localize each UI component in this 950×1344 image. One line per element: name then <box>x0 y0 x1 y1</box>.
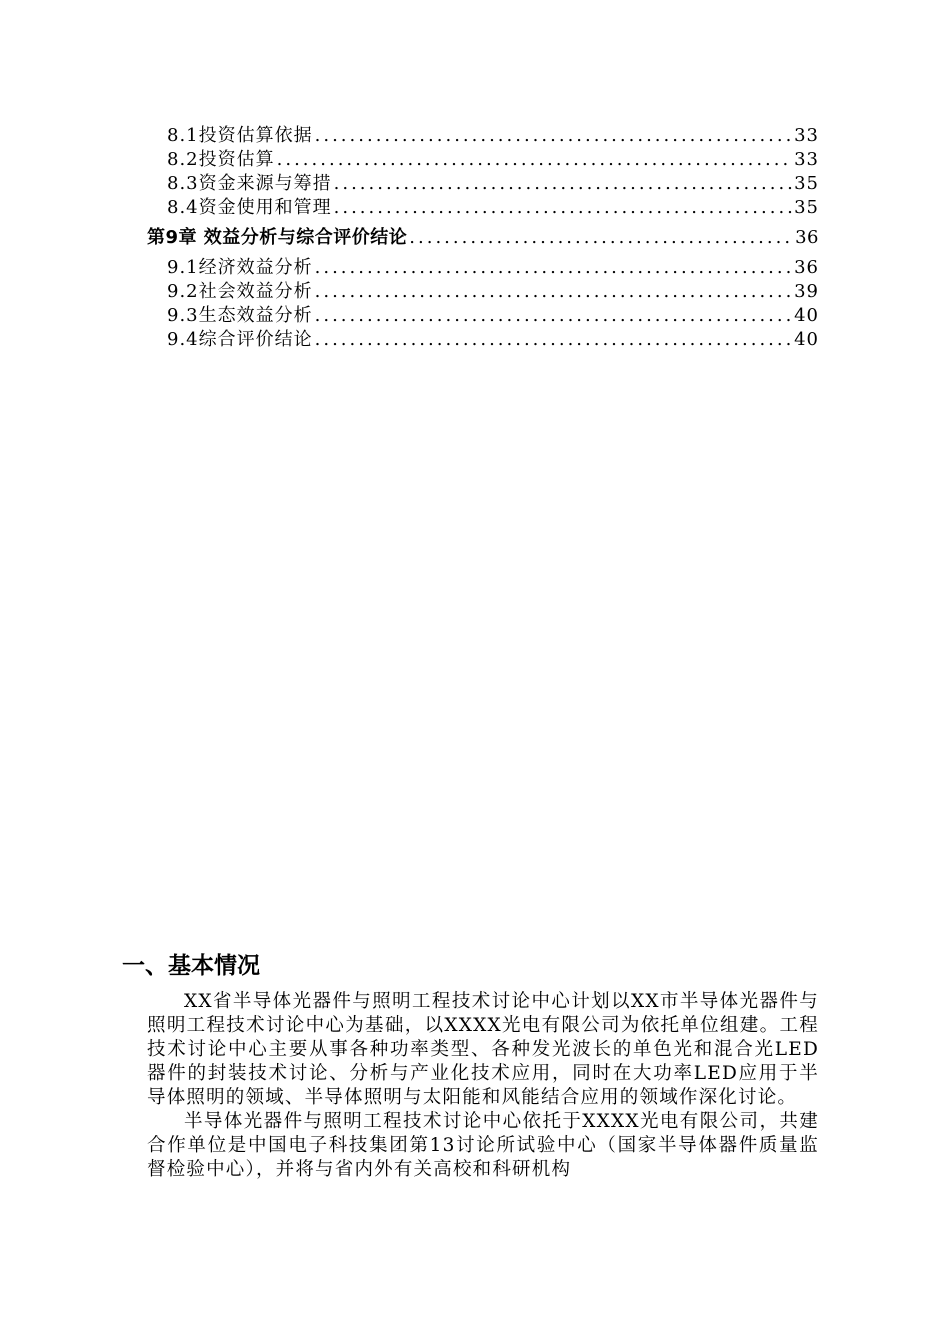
toc-leader-dots <box>334 196 792 220</box>
toc-entry-label: 9.1经济效益分析 <box>167 257 313 278</box>
toc-entry-8-1[interactable] <box>147 124 819 148</box>
toc-entry-9-4[interactable] <box>147 328 819 352</box>
toc-page-number: 36 <box>794 257 819 278</box>
section-heading: 一、基本情况 <box>122 953 260 979</box>
toc-leader-dots <box>315 280 792 304</box>
toc-leader-dots <box>334 172 792 196</box>
toc-entry-9-1[interactable] <box>147 256 819 280</box>
toc-entry-label: 9.4综合评价结论 <box>167 329 313 350</box>
toc-entry-label: 8.4资金使用和管理 <box>167 197 332 218</box>
toc-chapter-label: 第9章 效益分析与综合评价结论 <box>147 227 408 248</box>
toc-leader-dots <box>315 304 792 328</box>
toc-page-number: 33 <box>794 149 819 170</box>
toc-entry-8-4[interactable] <box>147 196 819 220</box>
toc-entry-9-2[interactable] <box>147 280 819 304</box>
toc-page-number: 40 <box>794 305 819 326</box>
toc-leader-dots <box>277 148 792 172</box>
table-of-contents <box>147 124 819 352</box>
toc-entry-9-3[interactable] <box>147 304 819 328</box>
section-body <box>147 990 819 1182</box>
toc-leader-dots <box>315 124 792 148</box>
toc-page-number: 33 <box>794 125 819 146</box>
toc-leader-dots <box>315 256 792 280</box>
toc-page-number: 40 <box>794 329 819 350</box>
toc-leader-dots <box>315 328 792 352</box>
toc-page-number: 39 <box>794 281 819 302</box>
body-paragraph: 半导体光器件与照明工程技术讨论中心依托于XXXX光电有限公司，共建合作单位是中国电子科技集团第13讨论所试验中心（国家半导体器件质量监督检验中心），并将与省内外有关高校和科研机构 <box>147 1111 819 1180</box>
toc-entry-label: 9.3生态效益分析 <box>167 305 313 326</box>
toc-page-number: 35 <box>794 173 819 194</box>
toc-entry-label: 8.2投资估算 <box>167 149 275 170</box>
toc-entry-label: 8.3资金来源与筹措 <box>167 173 332 194</box>
toc-leader-dots <box>409 226 793 250</box>
toc-entry-8-3[interactable] <box>147 172 819 196</box>
toc-entry-8-2[interactable] <box>147 148 819 172</box>
toc-entry-label: 8.1投资估算依据 <box>167 125 313 146</box>
toc-chapter-9[interactable] <box>147 226 819 250</box>
toc-page-number: 35 <box>794 197 819 218</box>
toc-entry-label: 9.2社会效益分析 <box>167 281 313 302</box>
body-paragraph: XX省半导体光器件与照明工程技术讨论中心计划以XX市半导体光器件与照明工程技术讨论中心为基础，以XXXX光电有限公司为依托单位组建。工程技术讨论中心主要从事各种功率类型、各种发光波长的单色光和混合光LED器件的封装技术讨论、分析与产业化技术应用，同时在大功率LED应用于半导体照明的领域、半导体照明与太阳能和风能结合应用的领域作深化讨论。 <box>147 991 819 1108</box>
toc-page-number: 36 <box>795 227 819 248</box>
